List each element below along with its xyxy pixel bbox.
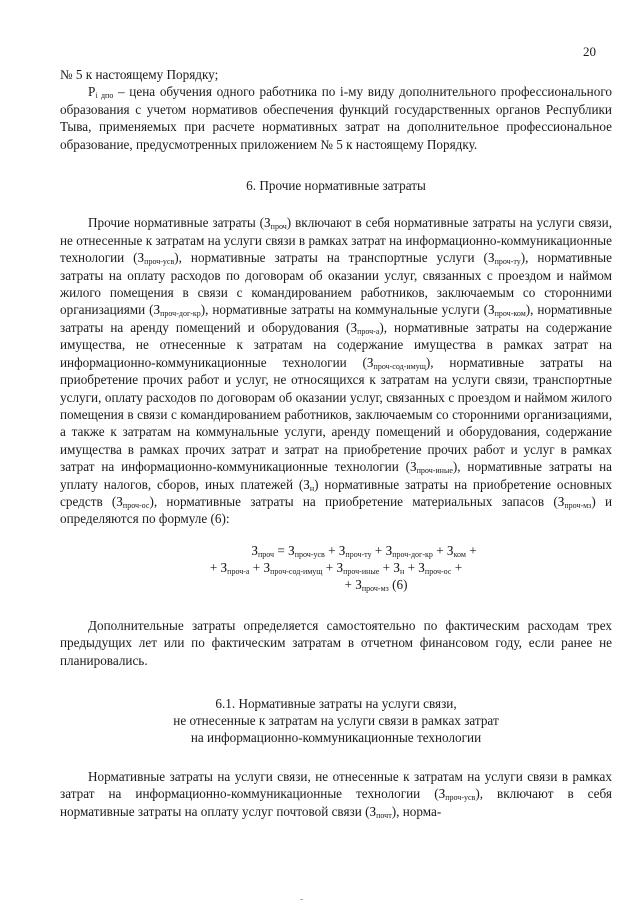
subscript: проч-а [357,326,380,336]
section-6-1-title-line-1: 6.1. Нормативные затраты на услуги связи, [215,695,457,711]
text-run: Нормативные затраты на услуги связи, не отнесенные к затратам на услуги связи в рамках затрат на информационно-коммуникационные технологии (З [60,768,612,802]
additional-costs-paragraph: Дополнительные затраты определяется самостоятельно по фактическим расходам трех предыдущих лет или по фактическим затратам в отчетном финансовом году, если ранее не планировались. [60,617,612,668]
subscript: проч-ту [494,257,521,267]
text-run: + З [209,559,228,575]
subscript: проч-ос [424,566,452,576]
document-body [60,66,612,820]
subscript: проч-сод-имущ [373,361,426,371]
subscript: проч-ос [122,500,150,510]
subscript: проч-ком [494,309,526,319]
subscript: ком [453,549,466,559]
formula-line-2 [60,559,612,576]
subscript: проч-иные [343,566,380,576]
text-run: ), включают в себя нормативные затраты на оплату услуг почтовой связи (З [60,786,612,819]
text-run: + З [379,559,400,575]
subscript: проч-мз [564,500,592,510]
text-run: ), нормативные затраты на транспортные услуги (З [174,250,495,266]
subscript: проч-дог-кр [160,309,201,319]
section-6-1-paragraph [60,768,612,820]
text-run: ), нормативные затраты на аренду помещений и оборудования (З [60,302,612,335]
text-run: ), нормативные затраты на приобретение прочих работ и услуг, не относящихся к затратам на услуги связи, транспортные услуги, оплату расходов по договорам об оказании услуг, связанных с проездом и наймом жилого помещения в связи с командированием работников, заключаемым со сторонними организациями, а также к затратам на коммунальные услуги, аренду помещений и оборудования, содержание имущества в рамках прочих затрат и затрат на приобретение прочих работ и услуг в рамках затрат на информационно-коммуникационные технологии (З [60,354,612,475]
subscript: проч-иные [416,466,453,476]
subscript: н [309,483,315,493]
text-run: ), нормативные затраты на оплату расходов по договорам об оказании услуг, связанных с проездом и наймом жилого помещения в связи с командированием работников, заключаемым со сторонними организациями (З [60,250,612,318]
subscript: проч-дог-кр [392,549,433,559]
text-run: + З [324,542,346,558]
text-run: (6) [388,576,408,592]
text-run: ), нормативные затраты на уплату налогов, сборов, иных платежей (З [60,459,612,492]
text-run: ), норма- [391,803,442,819]
text-run: Прочие нормативные затраты (З [88,215,271,231]
section-6-1-title-line-3: на информационно-коммуникационные технологии [190,729,482,745]
section-6-1-title-line-2: не отнесенные к затратам на услуги связи в рамках затрат [173,712,499,728]
text-run: = З [274,542,295,558]
subscript: проч-сод-имущ [270,566,323,576]
text-run: + З [344,576,362,592]
text-run: ), нормативные затраты на приобретение материальных запасов (З [149,493,565,509]
text-run: ) и определяются по формуле (6): [60,493,612,527]
price-symbol: P [88,84,96,100]
text-run: ) включают в себя нормативные затраты на услуги связи, не отнесенные к затратам на услуги связи в рамках затрат на информационно-коммуникационные технологии (З [60,215,612,266]
text-run: + [465,542,477,558]
text-run: + З [249,559,271,575]
subscript: проч-а [227,566,250,576]
subscript: проч [270,222,287,232]
subscript: проч-усв [144,257,175,267]
price-symbol-sub: i дпо [95,91,114,101]
subscript: проч [257,549,275,559]
subscript: проч-мз [361,583,389,593]
subscript: н [399,566,405,576]
text-run: З [251,542,258,558]
section-6-title: 6. Прочие нормативные затраты [246,178,426,194]
text-run: + [451,559,463,575]
subscript: проч-усв [294,549,325,559]
section-6-paragraph [60,214,612,527]
page-number: 20 [583,44,596,59]
text-run: ), нормативные затраты на коммунальные услуги (З [200,302,495,318]
formula-6 [60,542,612,593]
subscript: проч-ту [345,549,372,559]
text-run: + З [322,559,344,575]
intro-line: № 5 к настоящему Порядку; [60,67,219,82]
text-run: ), нормативные затраты на содержание имущества, не отнесенные к затратам на содержание имущества в рамках затрат на информационно-коммуникационные технологии (З [60,319,613,370]
text-run: + З [371,542,393,558]
bottom-mark: - [300,894,304,905]
text-run: ) нормативные затраты на приобретение основных средств (З [60,476,612,509]
price-definition [60,83,612,153]
formula-line-3 [60,576,612,593]
subscript: почт [376,810,392,820]
section-6-1-title [60,695,612,746]
text-run: + З [404,559,425,575]
price-definition-text: – цена обучения одного работника по i-му виду дополнительного профессионального образования с учетом нормативов обеспечения функций государственных органов Республики Тыва, применяемых при расчете нормативных затрат на дополнительное профессиональное образование, предусмотренных приложением № 5 к настоящему Порядку. [60,84,613,152]
text-run: + З [432,542,454,558]
subscript: проч-усв [445,793,476,803]
formula-line-1 [60,542,612,559]
